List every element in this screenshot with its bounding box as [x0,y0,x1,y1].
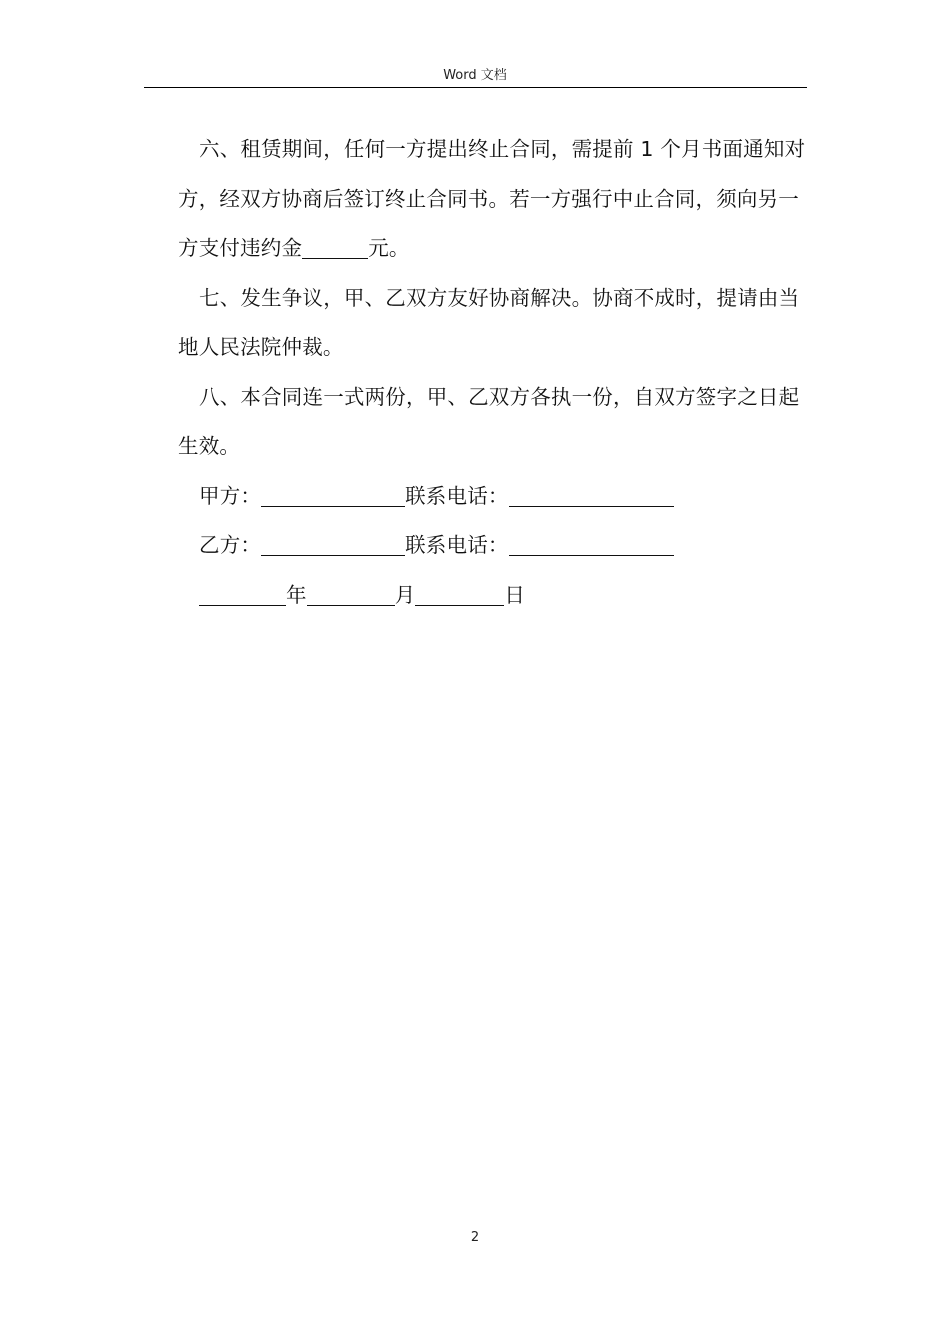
party-b-label: 乙方： [199,533,262,557]
party-a-label: 甲方： [199,483,262,508]
clause-six-suffix: 元。 [368,236,410,260]
clause-eight: 八、本合同连一式两份，甲、乙双方各执一份，自双方签字之日起生效。 [178,384,800,458]
party-b-name-blank [261,535,405,557]
year-blank [199,584,286,606]
party-a-phone-label: 联系电话： [405,483,509,508]
party-b-signature-line [178,521,818,571]
month-label: 月 [394,582,416,607]
clause-six-text: 六、租赁期间，任何一方提出终止合同，需提前 1 个月书面通知对方，经双方协商后签订终止合同书。若一方强行中止合同，须向另一方支付违约金 [178,137,806,260]
party-a-name-blank [261,485,405,507]
year-label: 年 [286,582,307,607]
penalty-amount-blank [302,238,368,260]
party-b-phone-blank [509,535,674,557]
day-label: 日 [504,582,526,607]
clause-six [178,125,818,274]
month-blank [307,584,395,606]
party-a-signature-line [178,472,818,522]
day-blank [415,584,504,606]
page-number: 2 [470,1230,480,1245]
page-header-title: Word 文档 [443,68,507,83]
header-divider [144,87,807,88]
document-body [178,125,818,620]
date-line [178,571,818,621]
clause-seven: 七、发生争议，甲、乙双方友好协商解决。协商不成时，提请由当地人民法院仲裁。 [178,285,800,359]
party-b-phone-label: 联系电话： [405,533,509,557]
party-a-phone-blank [509,485,674,507]
